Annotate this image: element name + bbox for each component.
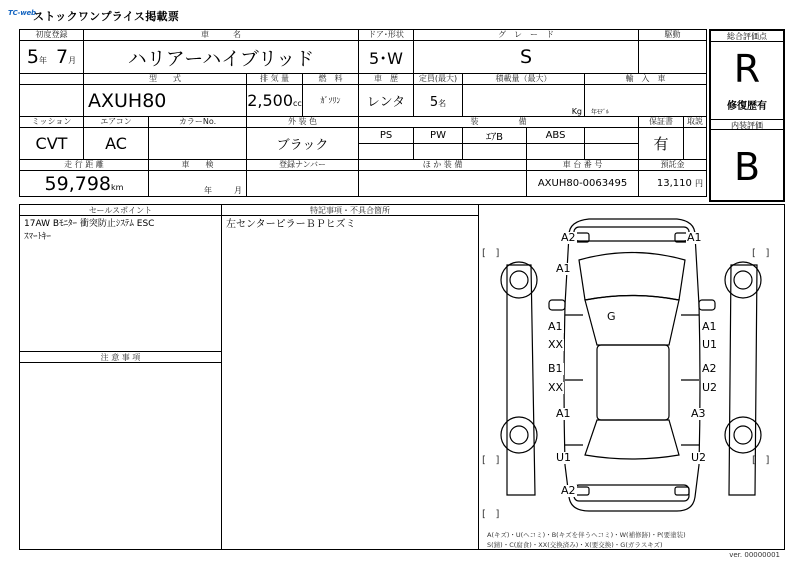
hdr-first-reg: 初度登録 [20,30,84,41]
damage-front-left: A2 [561,231,576,244]
hdr-import: 輸 入 車 [585,74,707,85]
notes-panel [19,351,222,550]
equip-blank-6 [585,144,639,160]
rear-right-light [675,487,689,495]
damage-front-right: A1 [687,231,702,244]
manual [684,128,707,160]
damage-left-fender: A1 [556,262,571,275]
hdr-drive: 駆動 [639,30,707,41]
car-body-outline [564,219,700,511]
hood [579,253,685,301]
damage-right-rear-door-1: A2 [702,362,717,375]
hdr-grade: グ レ ー ド [414,30,639,41]
hdr-chassis: 車 台 番 号 [527,160,639,171]
rear-left-light [575,487,589,495]
bracket-fr: [ ] [752,248,770,259]
bracket-rr: [ ] [752,455,770,466]
lr-wheel [501,417,537,453]
equip-airbag: ｴｱB [463,128,527,144]
hdr-warranty: 保証書 [639,117,684,128]
capacity: 5名 [414,85,463,117]
equip-blank-3 [414,144,463,160]
left-side-view [501,262,537,495]
first-reg: 5年 7月 [20,41,84,74]
damage-right-rear-quarter: U2 [691,451,707,464]
hdr-capacity: 定員(最大) [414,74,463,85]
ext-color: ブラック [247,128,359,160]
left-mirror [549,300,565,310]
recycle-deposit: 13,110 円 [639,171,707,197]
damage-left-front-door-1: A1 [548,320,563,333]
hdr-blank [20,74,84,85]
color-no [149,128,247,160]
hdr-aircon: エアコン [84,117,149,128]
mission: CVT [20,128,84,160]
hdr-door: ドア･形状 [359,30,414,41]
history: レンタ [359,85,414,117]
damage-left-rear-door-1: B1 [548,362,563,375]
hdr-displacement: 排 気 量 [247,74,303,85]
hdr-recycle: 預託金 [639,160,707,171]
bracket-fl: [ ] [482,248,500,259]
logo: TC-web [8,9,36,17]
blank-cell [20,85,84,117]
import-info: 年ﾓﾃﾞﾙ [585,85,707,117]
load-capacity: Kg [463,85,585,117]
hdr-name: 車 名 [84,30,359,41]
mileage: 59,798km [20,171,149,197]
notes-text [20,363,221,367]
equip-abs: ABS [527,128,585,144]
damage-right-front-door-2: U1 [702,338,718,351]
hdr-color-no: カラーNo. [149,117,247,128]
hdr-reg-no: 登録ナンバー [247,160,359,171]
drive [639,41,707,74]
sale-points-header: セールスポイント [20,205,221,216]
reg-number [247,171,359,197]
windshield [585,296,679,346]
damage-left-rear-door-2: XX [548,381,564,394]
repair-history-label: 修復歴有 [727,101,767,112]
warranty: 有 [639,128,684,160]
overall-score: R [733,47,761,91]
version-label: ver. 00000001 [729,551,780,559]
damage-left-rear-quarter: U1 [556,451,572,464]
equip-blank [585,128,639,144]
other-equipment [359,171,527,197]
interior-score-header: 内装評価 [711,119,783,130]
hdr-equipment: 装 備 [359,117,639,128]
evaluation-box [709,29,785,202]
bracket-bottom: [ ] [482,509,500,520]
hdr-ext-color: 外 装 色 [247,117,359,128]
equip-blank-4 [463,144,527,160]
damage-right-rear-fender: A3 [691,407,706,420]
door-type: 5･W [359,41,414,74]
chassis-number: AXUH80-0063495 [527,171,639,197]
interior-score: B [733,145,761,189]
damage-left-front-door-2: XX [548,338,564,351]
hdr-load: 積載量（最大） [463,74,585,85]
damage-left-rear-fender: A1 [556,407,571,420]
overall-score-header: 総合評価点 [711,31,783,42]
damage-rear-bumper: A2 [561,484,576,497]
roof [597,345,669,420]
equip-blank-2 [359,144,414,160]
damage-right-rear-door-2: U2 [702,381,718,394]
hdr-manual: 取説 [684,117,707,128]
equip-pw: PW [414,128,463,144]
damage-hood: G [607,310,616,323]
hdr-fuel: 燃 料 [303,74,359,85]
car-diagram [479,205,784,530]
remarks-panel [221,204,479,550]
aircon: AC [84,128,149,160]
damage-right-front-door-1: A1 [702,320,717,333]
inspection: 年 月 [149,171,247,197]
fuel: ｶﾞｿﾘﾝ [303,85,359,117]
vehicle-name: ハリアーハイブリッド [84,41,359,74]
left-pillar-line [565,315,583,445]
damage-legend: A(キズ)・U(ヘコミ)・B(キズを伴うヘコミ)・W(補修跡)・P(要塗装) S(錆)・C(腐食)・XX(交換済み)・X(要交換)・G(ガラスキズ) [487,531,686,549]
vehicle-info-table [19,29,707,197]
model-code: AXUH80 [84,85,247,117]
hdr-other-equip: ほ か 装 備 [359,160,527,171]
remarks-text: 左センターピラーＢＰヒズミ [226,219,356,230]
rear-bumper [574,485,689,501]
sale-points-panel [19,204,222,352]
hdr-inspection: 車 検 [149,160,247,171]
remarks-header: 特記事項・不具合箇所 [222,205,478,216]
notes-header: 注 意 事 項 [20,352,221,363]
hdr-mileage: 走 行 距 離 [20,160,149,171]
sale-points-text: 17AW Bﾓﾆﾀｰ 衝突防止ｼｽﾃﾑ ESC ｽﾏｰﾄｷｰ [24,219,155,242]
displacement: 2,500cc [247,85,303,117]
bracket-rl: [ ] [482,455,500,466]
equip-ps: PS [359,128,414,144]
equip-blank-5 [527,144,585,160]
right-mirror [699,300,715,310]
hdr-history: 車 歴 [359,74,414,85]
grade: S [414,41,639,74]
hdr-mission: ミッション [20,117,84,128]
right-pillar-line [681,315,699,445]
document-title: ストックワンプライス掲載票 [33,10,180,23]
hdr-model: 型 式 [84,74,247,85]
front-bumper [574,227,689,241]
rear-glass [585,420,679,459]
